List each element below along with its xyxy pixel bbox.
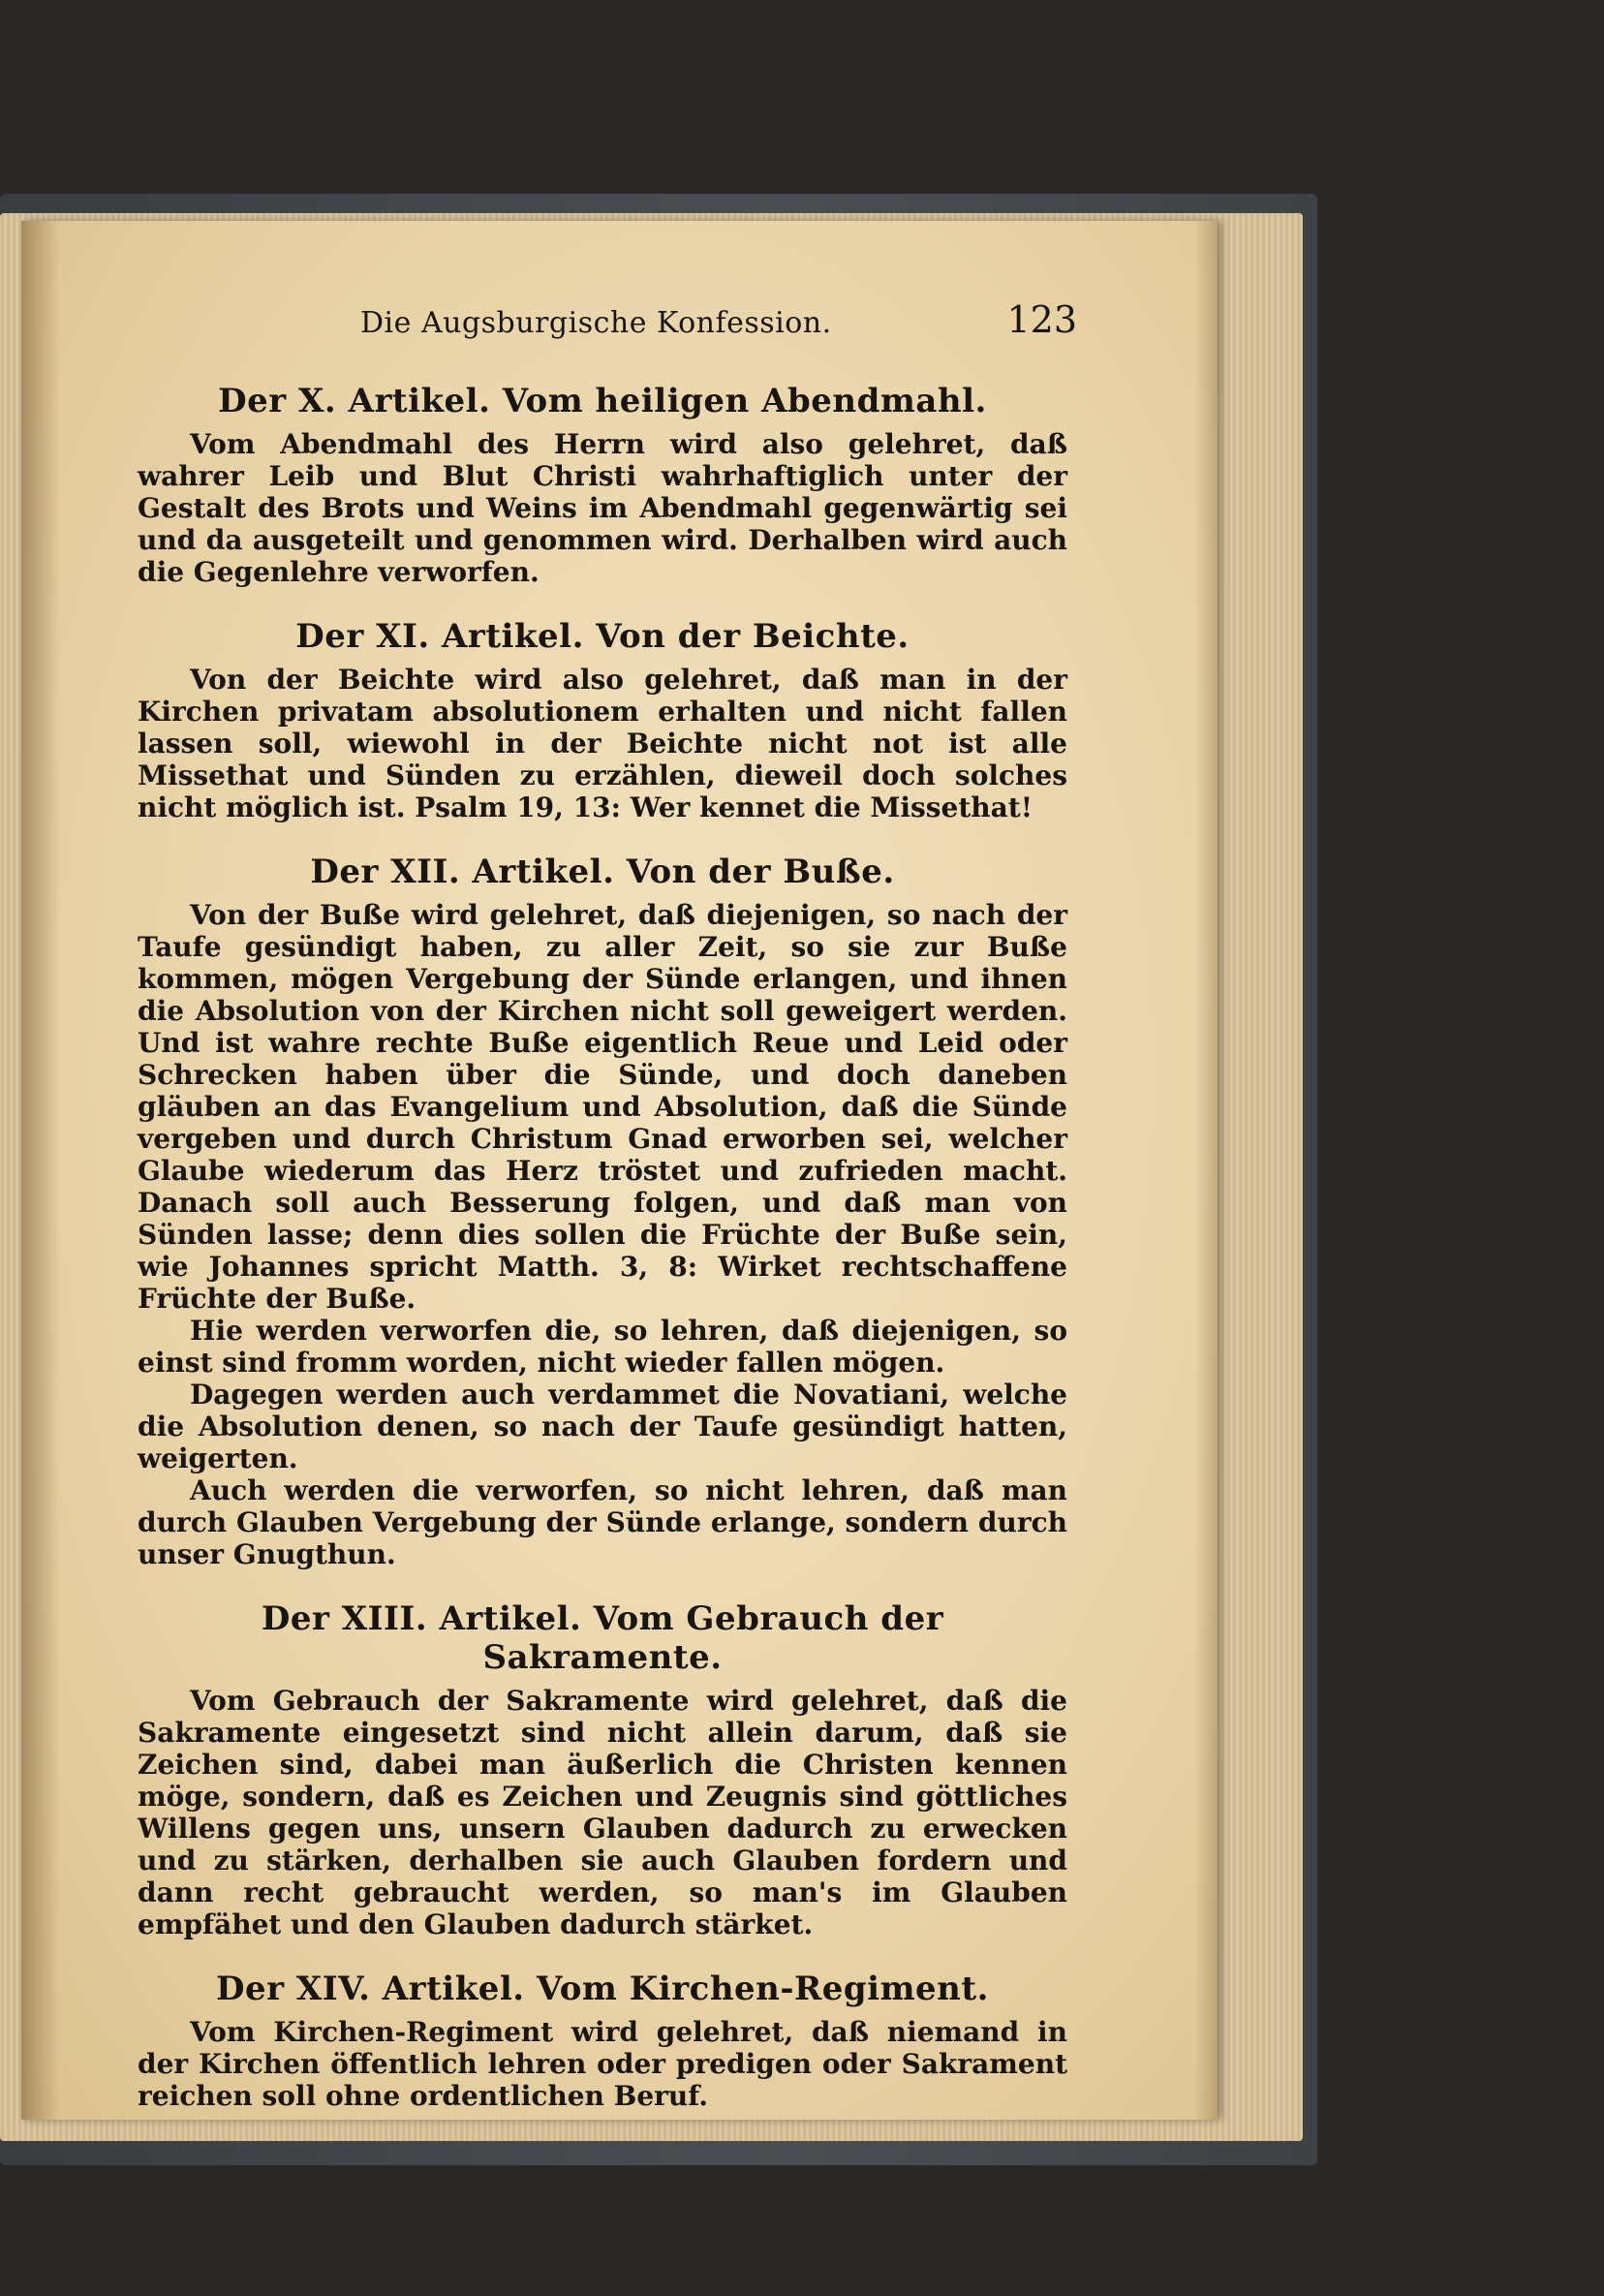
running-title: Die Augsburgische Konfession. [360,306,832,340]
article-section [138,1970,1067,2112]
article-paragraph: Vom Gebrauch der Sakramente wird gelehret, daß die Sakramente eingesetzt sind nicht allein darum, daß sie Zeichen sind, dabei man äußerlich die Christen kennen möge, sondern, daß es Zeichen und Zeugnis sind göttliches Willens gegen uns, unsern Glauben dadurch zu erwecken und zu stärken, derhalben sie auch Glauben fordern und dann recht gebraucht werden, so man's im Glauben empfähet und den Glauben dadurch stärket. [138,1685,1067,1940]
article-heading: Der XI. Artikel. Von der Beichte. [295,617,910,656]
article-section [138,853,1067,1570]
article-section [138,1599,1067,1940]
article-paragraph: Vom Abendmahl des Herrn wird also gelehret, daß wahrer Leib und Blut Christi wahrhaftiglich unter der Gestalt des Brots und Weins im Abendmahl gegenwärtig sei und da ausgeteilt und genommen wird. Derhalben wird auch die Gegenlehre verworfen. [138,428,1067,588]
article-paragraph: Von der Buße wird gelehret, daß diejenigen, so nach der Taufe gesündigt haben, zu aller Zeit, so sie zur Buße kommen, mögen Vergebung der Sünde erlangen, und ihnen die Absolution von der Kirchen nicht soll geweigert werden. Und ist wahre rechte Buße eigentlich Reue und Leid oder Schrecken haben über die Sünde, und doch daneben gläuben an das Evangelium und Absolution, daß die Sünde vergeben und durch Christum Gnad erworben sei, welcher Glaube wiederum das Herz tröstet und zufrieden macht. Danach soll auch Besserung folgen, und daß man von Sünden lasse; denn dies sollen die Früchte der Buße sein, wie Johannes spricht Matth. 3, 8: Wirket rechtschaffene Früchte der Buße. [138,899,1067,1315]
page-content [138,298,1077,2141]
book-page [21,221,1218,2120]
article-section [138,617,1067,823]
article-paragraph: Vom Kirchen-Regiment wird gelehret, daß niemand in der Kirchen öffentlich lehren oder predigen oder Sakrament reichen soll ohne ordentlichen Beruf. [138,2016,1067,2112]
article-paragraph: Auch werden die verworfen, so nicht lehren, daß man durch Glauben Vergebung der Sünde erlange, sondern durch unser Gnugthun. [138,1474,1067,1570]
page-gutter-shadow [21,221,60,2120]
page-number: 123 [1006,298,1077,341]
article-heading: Der XII. Artikel. Von der Buße. [310,853,895,891]
running-header [138,298,1077,357]
article-heading: Der XIII. Artikel. Vom Gebrauch der Sakramente. [261,1599,944,1677]
article-paragraph: Von der Beichte wird also gelehret, daß man in der Kirchen privatam absolutionem erhalten und nicht fallen lassen soll, wiewohl in der Beichte nicht not ist alle Missethat und Sünden zu erzählen, dieweil doch solches nicht möglich ist. Psalm 19, 13: Wer kennet die Missethat! [138,664,1067,823]
article-paragraph: Dagegen werden auch verdammet die Novatiani, welche die Absolution denen, so nach der Taufe gesündigt hatten, weigerten. [138,1379,1067,1474]
article-paragraph: Hie werden verworfen die, so lehren, daß diejenigen, so einst sind fromm worden, nicht wieder fallen mögen. [138,1315,1067,1379]
article-section [138,382,1067,588]
article-heading: Der X. Artikel. Vom heiligen Abendmahl. [218,382,987,420]
page-edge-shadow [1194,221,1218,2120]
article-heading: Der XIV. Artikel. Vom Kirchen-Regiment. [216,1970,989,2008]
